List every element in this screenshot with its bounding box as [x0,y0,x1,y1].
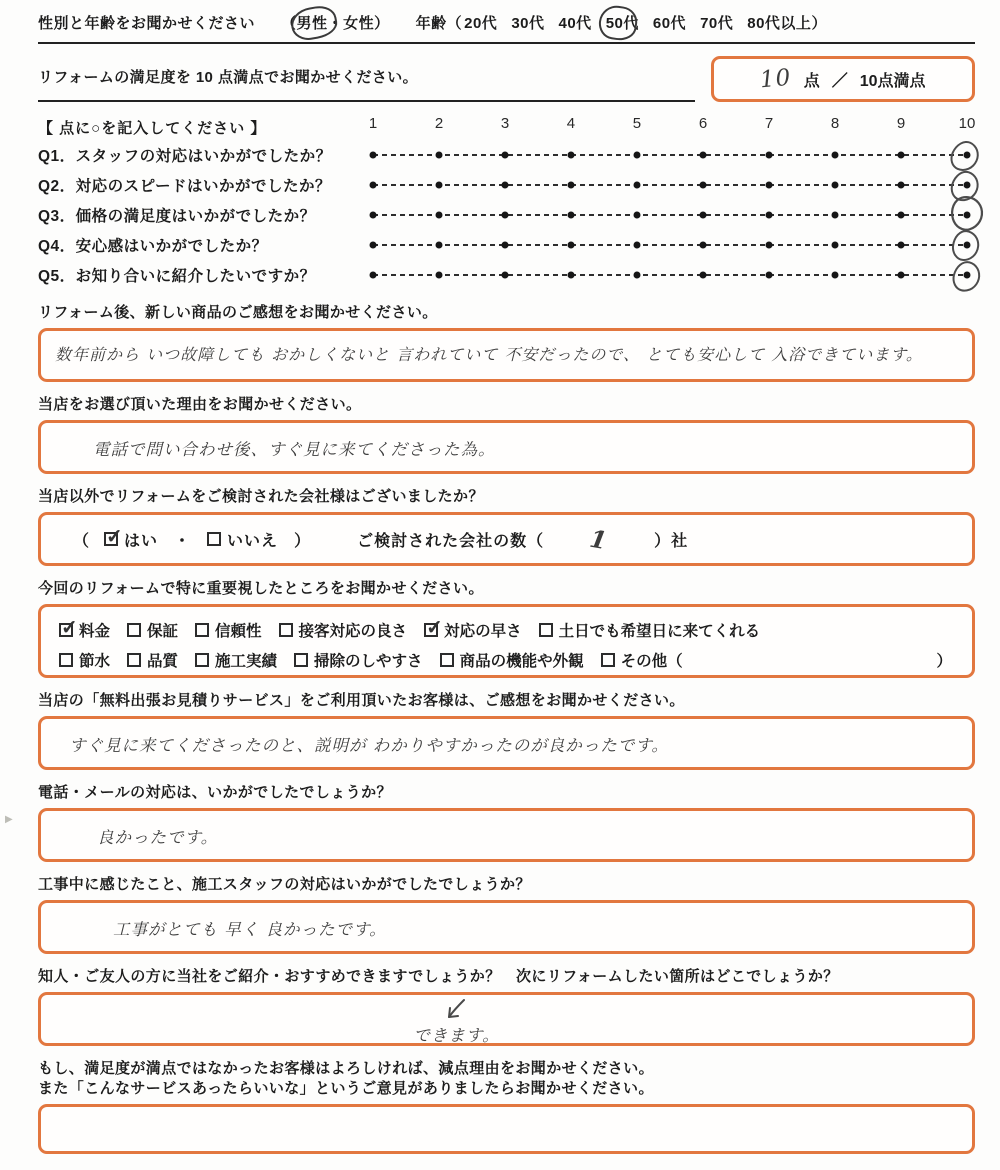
priority-warranty [127,619,178,641]
priority-reliability-label: 信頼性 [215,623,262,640]
construction-answer-box [38,900,975,954]
question-label-q4: Q4．安心感はいかがでしたか？ [38,238,268,255]
gender-option-female: 女性 [343,15,375,32]
scale-dot [700,242,707,249]
scale-dot [633,152,640,159]
scale-dot [766,272,773,279]
priority-other [601,649,958,671]
satisfaction-label: リフォームの満足度を 10 点満点でお聞かせください。 [38,56,695,102]
scale-dot [700,272,707,279]
priorities-answer-box [38,604,975,678]
checkbox-other [601,653,615,667]
rating-row-q4 [38,230,975,260]
age-option-70s: 70代 [700,15,734,32]
priority-warranty-label: 保証 [147,623,179,640]
priority-quality [127,649,178,671]
scan-artifact-mark: ▶ [5,814,13,825]
rating-scale-q4 [373,230,967,260]
checkbox-weekend [539,623,553,637]
handwritten-answer: できます。 [413,1026,500,1045]
score-unit: 点 [803,72,820,90]
scale-number-9: 9 [896,115,906,132]
rating-scale-q2 [373,170,967,200]
score-max-label: 10点満点 [859,72,926,90]
priorities-row-2 [59,645,958,675]
scale-dashed-line [373,244,967,246]
scale-dot [568,272,575,279]
priority-other-label: その他（ [620,653,683,670]
scale-dot [633,272,640,279]
referral-label: 知人・ご友人の方に当社をご紹介・おすすめできますでしょうか？ 次にリフォームしたい箇所はどこでしょうか？ [38,968,839,985]
scale-dot [568,242,575,249]
other-companies-line [55,521,958,557]
rating-row-q2 [38,170,975,200]
checkbox-warranty [127,623,141,637]
scale-dot [435,242,442,249]
no-label: いいえ [227,532,279,550]
scale-dot [501,212,508,219]
scale-number-6: 6 [698,115,708,132]
priority-fee-label: 料金 [79,623,111,640]
other-companies-label: 当店以外でリフォームをご検討された会社様はございましたか？ [38,488,484,505]
priority-easy-clean-label: 掃除のしやすさ [314,653,423,670]
section-phone-mail [38,783,975,862]
section-deduction [38,1059,975,1154]
handwritten-answer: 電話で問い合わせ後、すぐ見に来てくださった為。 [93,440,496,459]
scale-number-1: 1 [368,115,378,132]
priorities-row-1 [59,615,958,645]
scale-dot [832,212,839,219]
rating-grid [38,114,975,290]
scale-dashed-line [373,154,967,156]
priority-weekend [539,619,761,641]
priority-weekend-label: 土日でも希望日に来てくれる [558,623,761,640]
scale-number-8: 8 [830,115,840,132]
phone-mail-answer-box [38,808,975,862]
company-count-suffix: ）社 [654,532,689,550]
referral-answer-box [38,992,975,1046]
checkbox-reliability [195,623,209,637]
section-priorities [38,579,975,678]
question-label-q1: Q1．スタッフの対応はいかがでしたか？ [38,148,332,165]
age-option-60s: 60代 [652,15,687,32]
gender-paren-open: （ [281,15,297,32]
priority-service-quality-label: 接客対応の良さ [298,623,408,640]
priority-other-close-paren: ） [936,653,952,670]
scale-number-2: 2 [434,115,444,132]
rating-instruction: 【 点に○を記入してください 】 [38,119,267,137]
scale-dot [964,242,971,249]
scale-dot [897,212,904,219]
scale-dot [568,152,575,159]
rating-row-q1 [38,140,975,170]
scale-dashed-line [373,214,967,216]
scale-dot [501,182,508,189]
deduction-label-line1: もし、満足度が満点ではなかったお客様はよろしければ、減点理由をお聞かせください。 [38,1060,655,1077]
scale-dot [832,272,839,279]
checkbox-fee [59,623,73,637]
scale-dot [766,212,773,219]
checkbox-service-quality [279,623,293,637]
gender-paren-close: ） [374,15,390,32]
deduction-label-line2: また「こんなサービスあったらいいな」というご意見がありましたらお聞かせください。 [38,1080,654,1097]
age-option-20s: 20代 [464,15,498,32]
scale-dot [501,242,508,249]
handwritten-answer: 数年前から いつ故障しても おかしくないと 言われていて 不安だったので、 とても安心して 入浴できています。 [55,345,923,364]
priority-quality-label: 品質 [147,653,179,670]
priority-water-saving [59,649,110,671]
gender-separator: ・ [327,15,344,32]
scale-dot [370,242,377,249]
checkbox-water-saving [59,653,73,667]
other-companies-answer-box [38,512,975,566]
scale-dot [633,182,640,189]
section-other-companies [38,487,975,566]
priority-easy-clean [294,649,423,671]
paren-open: （ [73,532,91,550]
yes-no-separator: ・ [174,532,192,550]
scale-dot [568,182,575,189]
scale-dot [435,182,442,189]
rating-row-q5 [38,260,975,290]
rating-scale-q5 [373,260,967,290]
gender-male-label: 男性 [296,15,328,32]
scale-dot [832,242,839,249]
priority-track-record-label: 施工実績 [215,653,278,670]
scale-dot [633,242,640,249]
estimate-service-answer-box [38,716,975,770]
priority-speed-label: 対応の早さ [444,623,522,640]
handwritten-answer: 工事がとても 早く 良かったです。 [113,920,387,939]
section-reason [38,395,975,474]
scale-dot [897,152,904,159]
scale-dot [832,182,839,189]
checkbox-features [440,653,454,667]
scale-dot [897,272,904,279]
deduction-answer-box [38,1104,975,1154]
satisfaction-row [38,56,975,102]
construction-label: 工事中に感じたこと、施工スタッフの対応はいかがでしたでしょうか？ [38,876,531,893]
scale-number-10: 10 [958,115,976,132]
score-separator: ／ [831,72,848,90]
scale-dot [435,212,442,219]
scale-dashed-line [373,274,967,276]
company-count-label: ご検討された会社の数（ [357,532,545,550]
age-option-80s: 80代以上 [747,15,812,32]
product-feedback-label: リフォーム後、新しい商品のご感想をお聞かせください。 [38,304,438,321]
question-label-q5: Q5．お知り合いに紹介したいですか？ [38,268,316,285]
reason-answer-box [38,420,975,474]
checkbox-track-record [195,653,209,667]
priority-features-label: 商品の機能や外観 [459,653,584,670]
scale-dot [501,152,508,159]
question-label-q3: Q3．価格の満足度はいかがでしたか？ [38,208,316,225]
scale-dot [568,212,575,219]
scale-dot [633,212,640,219]
gender-age-label: 性別と年齢をお聞かせください [38,15,256,32]
section-construction [38,875,975,954]
deduction-labels [38,1059,975,1099]
company-count-slot [544,525,654,554]
scale-dot [897,182,904,189]
priority-track-record [195,649,277,671]
priority-features [440,649,584,671]
age-option-30s: 30代 [511,15,545,32]
age-option-40s: 40代 [558,15,592,32]
priority-reliability [195,619,262,641]
checkbox-quality [127,653,141,667]
score-value-handwritten: 10 [759,64,793,94]
scale-dot [501,272,508,279]
scale-dot [370,182,377,189]
company-count-handwritten: 1 [587,523,611,555]
yes-label: はい [124,532,159,550]
priority-fee [59,619,110,641]
checkbox-easy-clean [294,653,308,667]
scale-number-3: 3 [500,115,510,132]
scale-dot [964,182,971,189]
priorities-label: 今回のリフォームで特に重要視したところをお聞かせください。 [38,580,484,597]
checkbox-speed [424,623,438,637]
scale-dot [964,212,971,219]
priority-water-saving-label: 節水 [79,653,111,670]
gender-option-male [297,12,328,33]
estimate-service-label: 当店の「無料出張お見積りサービス」をご利用頂いたお客様は、ご感想をお聞かせください。 [38,692,685,709]
checkbox-no [207,532,221,546]
priority-service-quality [279,619,408,641]
scale-dot [766,182,773,189]
scale-dot [766,242,773,249]
rating-row-q3 [38,200,975,230]
scale-dot [964,272,971,279]
scale-dot [766,152,773,159]
product-feedback-answer-box [38,328,975,382]
phone-mail-label: 電話・メールの対応は、いかがでしたでしょうか？ [38,784,392,801]
checkbox-yes [104,532,118,546]
section-product-feedback [38,303,975,382]
reason-label: 当店をお選び頂いた理由をお聞かせください。 [38,396,362,413]
scale-number-5: 5 [632,115,642,132]
rating-scale-q3 [373,200,967,230]
priority-speed [424,619,522,641]
scale-dot [370,212,377,219]
scale-dot [897,242,904,249]
scale-dot [435,272,442,279]
age-label: 年齢 [415,15,447,32]
age-paren-open: （ [446,15,463,32]
question-label-q2: Q2．対応のスピードはいかがでしたか？ [38,178,332,195]
age-50s-label: 50代 [605,15,639,32]
satisfaction-score-box [711,56,975,102]
scale-dashed-line [373,184,967,186]
scale-number-7: 7 [764,115,774,132]
scale-dot [700,152,707,159]
section-referral [38,967,975,1046]
rating-scale-q1 [373,140,967,170]
age-option-50s [606,12,639,33]
scale-dot [832,152,839,159]
scale-numbers [368,114,976,140]
handwritten-arrow-icon [441,998,467,1022]
scale-number-4: 4 [566,115,576,132]
scale-dot [700,182,707,189]
age-paren-close: ） [811,15,827,32]
scale-dot [370,152,377,159]
rating-header [38,114,975,140]
handwritten-answer: すぐ見に来てくださったのと、説明が わかりやすかったのが良かったです。 [69,736,669,755]
scale-dot [700,212,707,219]
handwritten-answer: 良かったです。 [97,828,219,847]
paren-close: ） [294,532,312,550]
scale-dot [370,272,377,279]
section-estimate-service [38,691,975,770]
gender-age-row [38,12,975,44]
scale-dot [435,152,442,159]
scale-dot [964,152,971,159]
